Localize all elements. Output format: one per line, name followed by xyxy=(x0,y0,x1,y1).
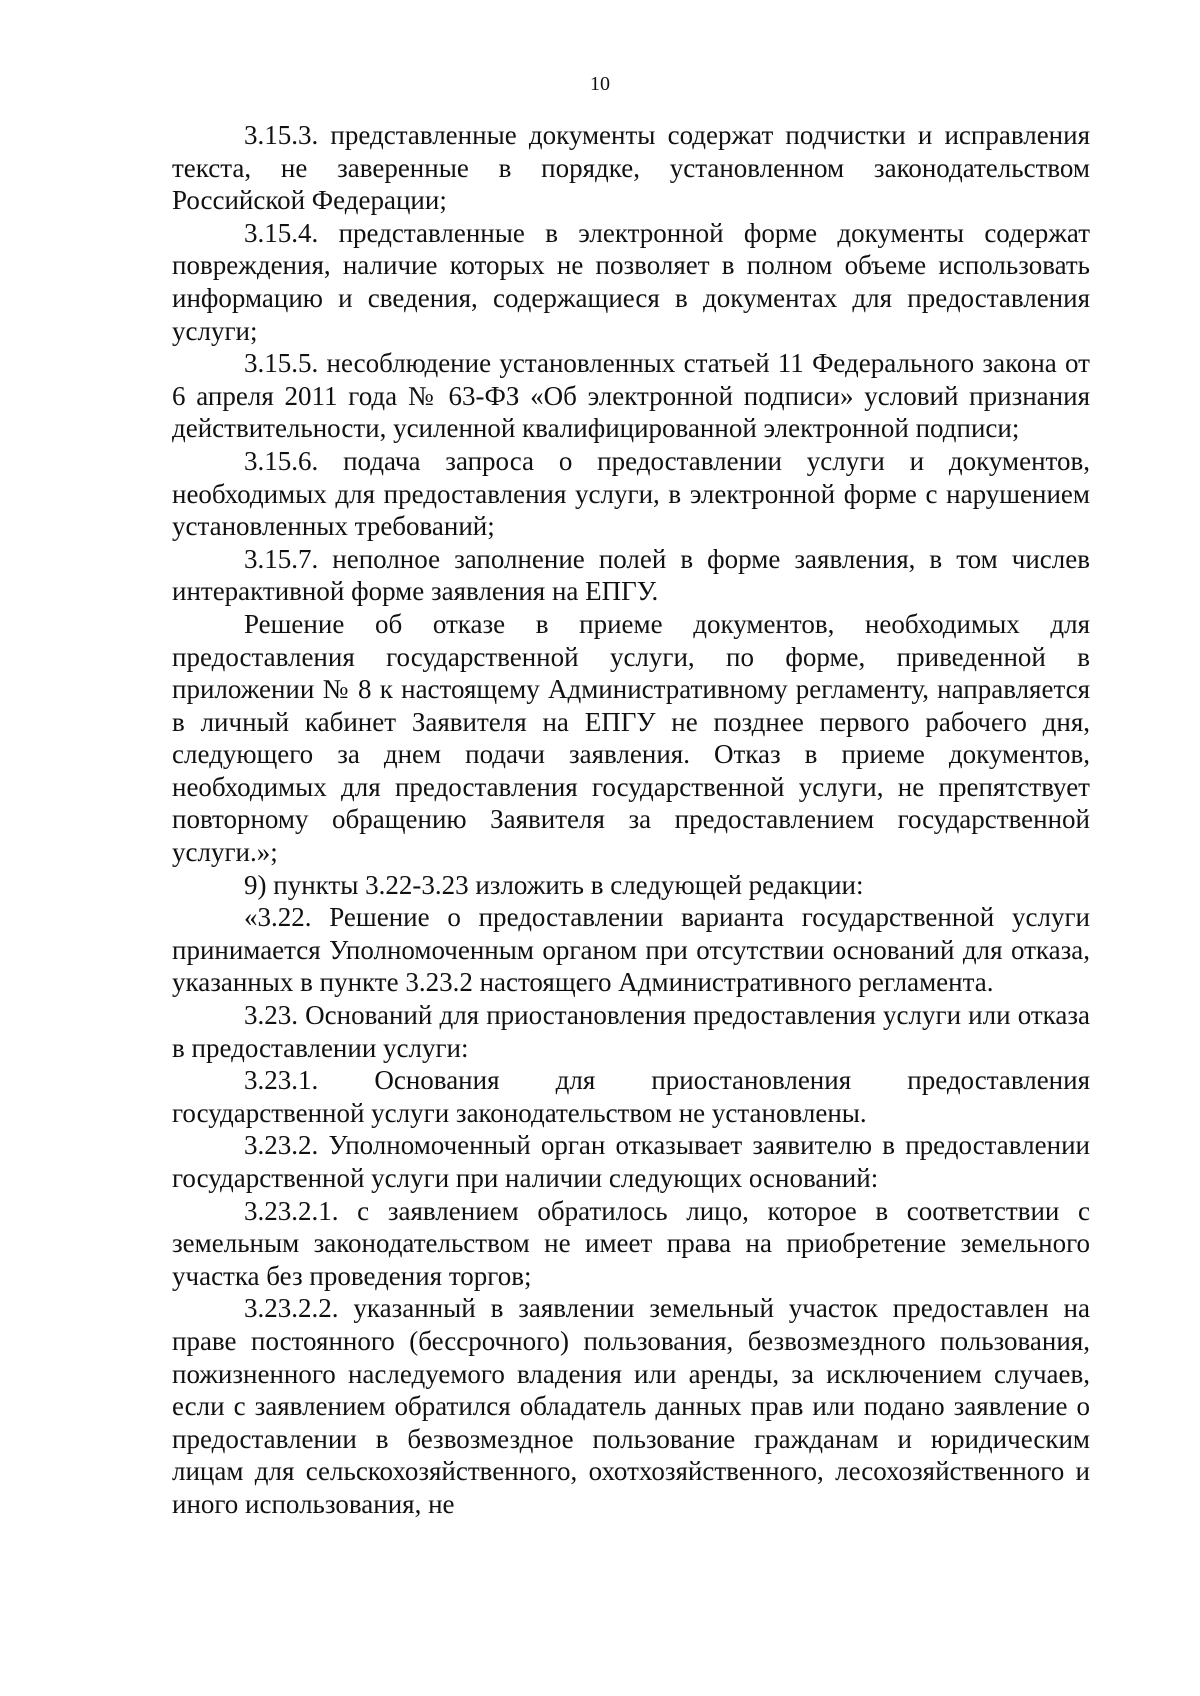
paragraph-3-23-2-1: 3.23.2.1. с заявлением обратилось лицо, которое в соответствии с земельным законодательством не имеет права на приобретение земельного участка без проведения торгов; xyxy=(172,1195,1090,1291)
paragraph-3-15-4: 3.15.4. представленные в электронной форме документы содержат повреждения, наличие которых не позволяет в полном объеме использовать информацию и сведения, содержащиеся в документах для предоставления услуги; xyxy=(172,217,1090,346)
paragraph-3-15-7: 3.15.7. неполное заполнение полей в форме заявления, в том числев интерактивной форме заявления на ЕПГУ. xyxy=(172,543,1090,607)
paragraph-3-15-3: 3.15.3. представленные документы содержат подчистки и исправления текста, не заверенные в порядке, установленном законодательством Российской Федерации; xyxy=(172,120,1090,216)
paragraph-item-9: 9) пункты 3.22-3.23 изложить в следующей редакции: xyxy=(244,869,864,900)
paragraph-3-23-2: 3.23.2. Уполномоченный орган отказывает заявителю в предоставлении государственной услуги при наличии следующих оснований: xyxy=(172,1130,1090,1193)
paragraph-3-23-2-2: 3.23.2.2. указанный в заявлении земельный участок предоставлен на праве постоянного (бессрочного) пользования, безвозмездного пользования, пожизненного наследуемого владения или аренды, за исключением случаев, если с заявлением обратился обладатель данных прав или подано заявление о предоставлении в безвозмездное пользование гражданам и юридическим лицам для сельскохозяйственного, охотхозяйственного, лесохозяйственного и иного использования, не xyxy=(172,1293,1090,1519)
paragraph-3-15-5: 3.15.5. несоблюдение установленных статьей 11 Федерального закона от 6 апреля 2011 года № 63-ФЗ «Об электронной подписи» условий признания действительности, усиленной квалифицированной электронной подписи; xyxy=(172,348,1090,444)
paragraph-3-22: «3.22. Решение о предоставлении варианта государственной услуги принимается Уполномоченным органом при отсутствии оснований для отказа, указанных в пункте 3.23.2 настоящего Административного регламента. xyxy=(172,902,1090,998)
document-body xyxy=(172,119,1090,1521)
paragraph-3-23-1: 3.23.1. Основания для приостановления предоставления государственной услуги законодательством не установлены. xyxy=(172,1065,1090,1128)
page-number: 10 xyxy=(590,73,610,95)
paragraph-refusal-decision: Решение об отказе в приеме документов, необходимых для предоставления государственной услуги, по форме, приведенной в приложении № 8 к настоящему Административному регламенту, направляется в личный кабинет Заявителя на ЕПГУ не позднее первого рабочего дня, следующего за днем подачи заявления. Отказ в приеме документов, необходимых для предоставления государственной услуги, не препятствует повторному обращению Заявителя за предоставлением государственной услуги.»; xyxy=(172,608,1090,868)
paragraph-3-15-6: 3.15.6. подача запроса о предоставлении услуги и документов, необходимых для предоставления услуги, в электронной форме с нарушением установленных требований; xyxy=(172,445,1090,542)
paragraph-3-23: 3.23. Оснований для приостановления предоставления услуги или отказа в предоставлении услуги: xyxy=(172,1000,1090,1063)
